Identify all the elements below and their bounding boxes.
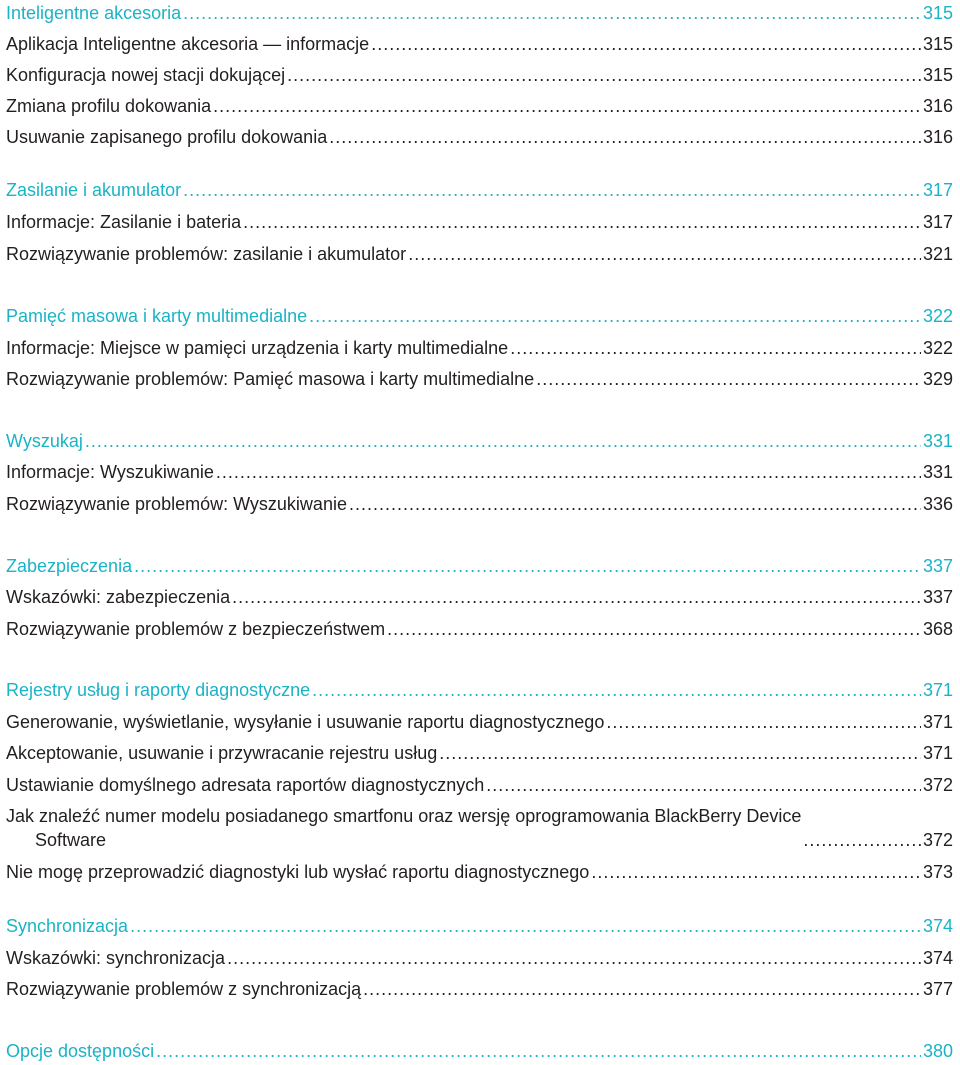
dot-leader xyxy=(243,211,921,233)
toc-entry[interactable] xyxy=(6,618,953,640)
toc-entry[interactable] xyxy=(6,774,953,796)
toc-entry[interactable] xyxy=(6,978,953,1000)
toc-section-entry[interactable] xyxy=(6,555,953,577)
entry-page-number: 329 xyxy=(922,369,953,389)
toc-section-entry[interactable] xyxy=(6,1040,953,1062)
entry-page-number: 317 xyxy=(922,212,953,232)
entry-title: Rozwiązywanie problemów z synchronizacją xyxy=(6,979,362,999)
dot-leader xyxy=(287,64,921,86)
entry-title: Aplikacja Inteligentne akcesoria — informacje xyxy=(6,34,370,54)
entry-title: Opcje dostępności xyxy=(6,1041,155,1061)
entry-title: Synchronizacja xyxy=(6,916,129,936)
toc-entry[interactable] xyxy=(6,493,953,515)
entry-page-number: 371 xyxy=(922,743,953,763)
dot-leader xyxy=(439,742,921,764)
toc-section-entry[interactable] xyxy=(6,179,953,201)
toc-entry[interactable] xyxy=(6,126,953,148)
entry-title: Wyszukaj xyxy=(6,431,83,451)
entry-title-block xyxy=(6,805,801,851)
entry-page-number: 377 xyxy=(922,979,953,999)
entry-page-number: 380 xyxy=(922,1041,953,1061)
entry-page-number: 336 xyxy=(922,494,953,514)
entry-title: Konfiguracja nowej stacji dokującej xyxy=(6,65,286,85)
entry-title: Wskazówki: zabezpieczenia xyxy=(6,587,231,607)
dot-leader xyxy=(591,861,921,883)
entry-title: Informacje: Wyszukiwanie xyxy=(6,462,214,482)
entry-title: Zabezpieczenia xyxy=(6,556,133,576)
entry-title: Informacje: Miejsce w pamięci urządzenia i karty multimedialne xyxy=(6,338,509,358)
dot-leader xyxy=(134,555,921,577)
entry-page-number: 372 xyxy=(922,830,953,850)
toc-entry[interactable] xyxy=(6,95,953,117)
entry-title: Rejestry usług i raporty diagnostyczne xyxy=(6,680,311,700)
entry-page-number: 368 xyxy=(922,619,953,639)
dot-leader xyxy=(130,915,921,937)
entry-title: Rozwiązywanie problemów: zasilanie i akumulator xyxy=(6,244,407,264)
toc-section-entry[interactable] xyxy=(6,2,953,24)
toc-entry[interactable] xyxy=(6,211,953,233)
entry-page-number: 316 xyxy=(922,96,953,116)
toc-entry-wrapped[interactable] xyxy=(6,805,953,851)
entry-page-number: 372 xyxy=(922,775,953,795)
entry-page-number: 374 xyxy=(922,948,953,968)
dot-leader xyxy=(85,430,921,452)
entry-page-number: 315 xyxy=(922,34,953,54)
entry-title: Zasilanie i akumulator xyxy=(6,180,182,200)
toc-entry[interactable] xyxy=(6,586,953,608)
dot-leader xyxy=(486,774,921,796)
toc-entry[interactable] xyxy=(6,337,953,359)
toc-entry[interactable] xyxy=(6,742,953,764)
entry-title: Ustawianie domyślnego adresata raportów diagnostycznych xyxy=(6,775,485,795)
toc-entry[interactable] xyxy=(6,64,953,86)
toc-entry[interactable] xyxy=(6,368,953,390)
entry-title: Generowanie, wyświetlanie, wysyłanie i usuwanie raportu diagnostycznego xyxy=(6,712,605,732)
entry-page-number: 371 xyxy=(922,680,953,700)
entry-page-number: 331 xyxy=(922,462,953,482)
dot-leader xyxy=(329,126,921,148)
dot-leader xyxy=(387,618,921,640)
entry-title: Rozwiązywanie problemów: Wyszukiwanie xyxy=(6,494,347,514)
dot-leader xyxy=(349,493,921,515)
entry-page-number: 317 xyxy=(922,180,953,200)
entry-page-number: 315 xyxy=(922,3,953,23)
toc-entry[interactable] xyxy=(6,861,953,883)
dot-leader xyxy=(183,2,921,24)
dot-leader xyxy=(312,679,921,701)
entry-page-number: 322 xyxy=(922,306,953,326)
toc-entry[interactable] xyxy=(6,461,953,483)
toc-section-entry[interactable] xyxy=(6,679,953,701)
entry-title: Usuwanie zapisanego profilu dokowania xyxy=(6,127,328,147)
dot-leader xyxy=(363,978,921,1000)
entry-page-number: 315 xyxy=(922,65,953,85)
entry-page-number: 373 xyxy=(922,862,953,882)
toc-section-entry[interactable] xyxy=(6,430,953,452)
dot-leader xyxy=(216,461,921,483)
dot-leader xyxy=(803,829,921,851)
entry-title-continuation: Software xyxy=(35,830,107,850)
entry-page-number: 321 xyxy=(922,244,953,264)
entry-title: Pamięć masowa i karty multimedialne xyxy=(6,306,308,326)
toc-entry[interactable] xyxy=(6,33,953,55)
toc-section-entry[interactable] xyxy=(6,305,953,327)
dot-leader xyxy=(536,368,921,390)
entry-title: Jak znaleźć numer modelu posiadanego smartfonu oraz wersję oprogramowania BlackBerry Device xyxy=(6,806,802,826)
dot-leader xyxy=(213,95,921,117)
entry-title: Akceptowanie, usuwanie i przywracanie rejestru usług xyxy=(6,743,438,763)
entry-title: Inteligentne akcesoria xyxy=(6,3,182,23)
entry-title: Wskazówki: synchronizacja xyxy=(6,948,226,968)
dot-leader xyxy=(156,1040,921,1062)
entry-page-number: 337 xyxy=(922,587,953,607)
toc-entry[interactable] xyxy=(6,243,953,265)
entry-title: Nie mogę przeprowadzić diagnostyki lub wysłać raportu diagnostycznego xyxy=(6,862,590,882)
entry-title: Rozwiązywanie problemów z bezpieczeństwem xyxy=(6,619,386,639)
entry-title: Informacje: Zasilanie i bateria xyxy=(6,212,242,232)
dot-leader xyxy=(371,33,921,55)
entry-page-number: 371 xyxy=(922,712,953,732)
dot-leader xyxy=(309,305,921,327)
toc-entry[interactable] xyxy=(6,711,953,733)
dot-leader xyxy=(510,337,921,359)
entry-title: Zmiana profilu dokowania xyxy=(6,96,212,116)
dot-leader xyxy=(183,179,921,201)
entry-page-number: 337 xyxy=(922,556,953,576)
entry-title: Rozwiązywanie problemów: Pamięć masowa i karty multimedialne xyxy=(6,369,535,389)
dot-leader xyxy=(227,947,921,969)
entry-page-number: 322 xyxy=(922,338,953,358)
dot-leader xyxy=(232,586,921,608)
dot-leader xyxy=(408,243,921,265)
entry-page-number: 316 xyxy=(922,127,953,147)
entry-page-number: 331 xyxy=(922,431,953,451)
entry-page-number: 374 xyxy=(922,916,953,936)
dot-leader xyxy=(606,711,921,733)
toc-entry[interactable] xyxy=(6,947,953,969)
toc-section-entry[interactable] xyxy=(6,915,953,937)
